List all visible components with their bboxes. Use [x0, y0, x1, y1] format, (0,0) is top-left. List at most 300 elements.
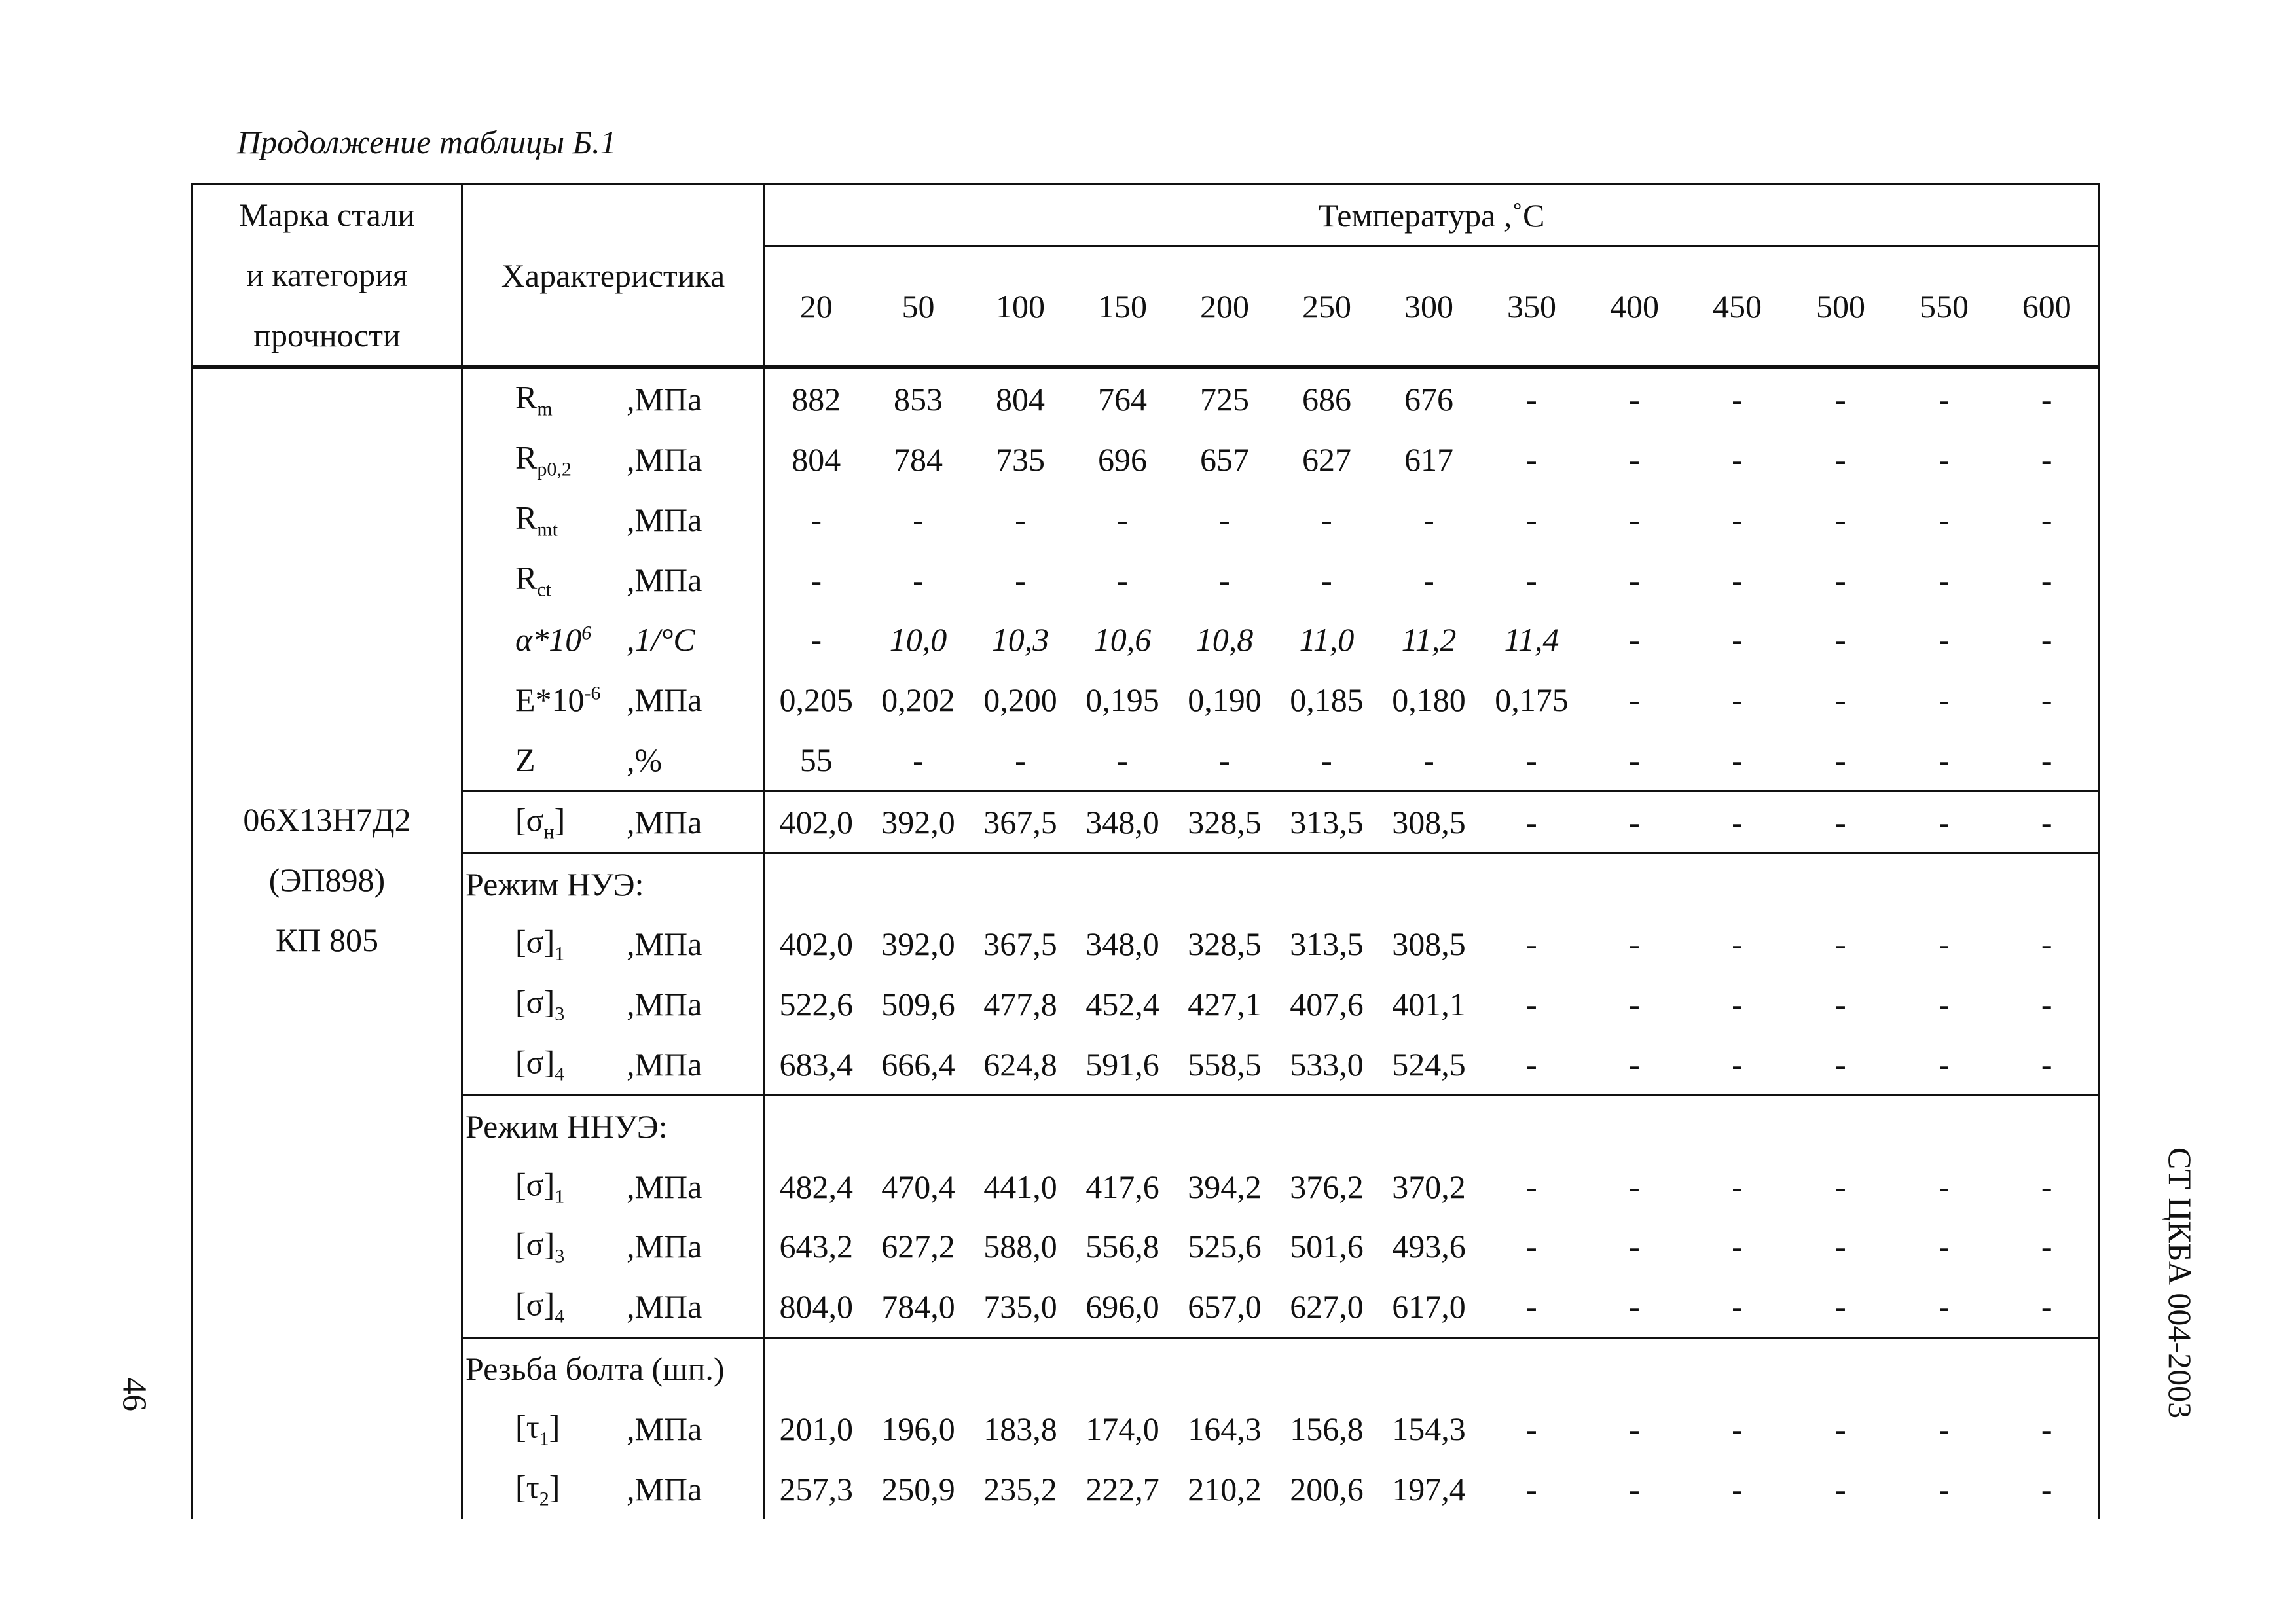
value-cell: 804,0 — [779, 1288, 853, 1326]
value-cell: - — [1996, 1459, 2099, 1519]
value-cell: 627,0 — [1290, 1288, 1364, 1326]
value-cell: - — [1732, 621, 1743, 659]
value-cell: 784,0 — [881, 1288, 955, 1326]
value-cell: - — [1629, 1288, 1640, 1326]
value-cell: 764 — [1098, 381, 1147, 418]
characteristic-unit: ,МПа — [627, 441, 702, 478]
value-cell: - — [1789, 791, 1893, 853]
value-cell: 392,0 — [867, 791, 970, 853]
value-cell: - — [1996, 550, 2099, 610]
value-cell: 470,4 — [881, 1168, 955, 1205]
characteristic-symbol: $Е*10^{-6}$ — [515, 681, 601, 719]
value-cell: - — [1835, 1288, 1846, 1326]
value-cell: 154,3 — [1392, 1410, 1466, 1447]
table-row — [192, 1459, 2099, 1519]
table-row — [192, 730, 2099, 791]
value-cell: - — [1629, 681, 1640, 719]
characteristic-unit: ,1/°С — [627, 621, 695, 659]
value-cell: - — [1015, 501, 1026, 538]
value-cell: - — [1939, 926, 1950, 963]
value-cell: - — [1835, 441, 1846, 478]
value-cell: 10,6 — [1093, 621, 1152, 659]
value-cell: 686 — [1302, 381, 1351, 418]
value-cell: 210,2 — [1188, 1470, 1262, 1507]
value-cell: - — [1939, 1410, 1950, 1447]
value-cell: 308,5 — [1392, 926, 1466, 963]
characteristic-cell — [462, 1399, 765, 1459]
value-cell: 509,6 — [881, 986, 955, 1023]
value-cell: - — [1629, 1046, 1640, 1083]
value-cell: - — [1996, 1034, 2099, 1095]
value-cell: 401,1 — [1392, 986, 1466, 1023]
table-row — [192, 791, 2099, 853]
characteristic-cell — [462, 1276, 765, 1337]
value-cell: - — [1526, 926, 1537, 963]
value-cell: - — [1835, 1168, 1846, 1205]
value-cell: 493,6 — [1392, 1228, 1466, 1265]
value-cell: 417,6 — [1085, 1168, 1159, 1205]
value-cell: - — [1629, 1228, 1640, 1265]
table-row — [192, 670, 2099, 730]
value-cell: 784 — [894, 441, 943, 478]
value-cell: - — [1526, 1288, 1537, 1326]
temp-header-300: 300 — [1378, 246, 1480, 367]
table-row — [192, 490, 2099, 550]
value-cell: - — [1939, 1168, 1950, 1205]
value-cell: - — [1835, 926, 1846, 963]
value-cell: 452,4 — [1085, 986, 1159, 1023]
characteristic-unit: ,% — [627, 742, 663, 779]
value-cell: 257,3 — [779, 1470, 853, 1507]
characteristic-cell — [462, 914, 765, 975]
value-cell: 735,0 — [983, 1288, 1057, 1326]
value-cell: - — [1117, 561, 1128, 598]
value-cell: - — [1835, 501, 1846, 538]
characteristic-symbol: $[\sigma]_1$ — [515, 923, 565, 965]
value-cell: 11,0 — [1299, 621, 1355, 659]
value-cell: 525,6 — [1188, 1228, 1262, 1265]
value-cell: 0,190 — [1188, 681, 1262, 719]
value-cell: - — [1939, 621, 1950, 659]
characteristic-symbol: $[\sigma]_3$ — [515, 1225, 565, 1267]
temp-header-100: 100 — [970, 246, 1072, 367]
value-cell: - — [1629, 986, 1640, 1023]
value-cell: - — [1629, 501, 1640, 538]
value-cell: - — [1996, 1217, 2099, 1277]
temp-header-150: 150 — [1072, 246, 1174, 367]
value-cell: 407,6 — [1290, 986, 1364, 1023]
steel-grade-cell — [192, 367, 462, 1519]
characteristic-symbol: $R_{p0,2}$ — [515, 439, 572, 480]
temp-header-600: 600 — [1996, 246, 2099, 367]
value-cell: - — [1835, 1228, 1846, 1265]
value-cell: 183,8 — [983, 1410, 1057, 1447]
value-cell: - — [1893, 791, 1996, 853]
characteristic-unit: ,МПа — [627, 681, 702, 719]
characteristic-symbol: Z — [515, 742, 536, 779]
value-cell: 348,0 — [1072, 791, 1174, 853]
value-cell: - — [1219, 501, 1230, 538]
value-cell: 376,2 — [1290, 1168, 1364, 1205]
characteristic-cell — [462, 1459, 765, 1519]
value-cell: - — [1732, 1228, 1743, 1265]
table-caption: Продолжение таблицы Б.1 — [237, 124, 617, 160]
value-cell: 556,8 — [1085, 1228, 1159, 1265]
value-cell: - — [1732, 742, 1743, 779]
value-cell: - — [1732, 501, 1743, 538]
mode-title-filler — [765, 853, 2099, 914]
value-cell: - — [1996, 1157, 2099, 1217]
table-row — [192, 914, 2099, 975]
value-cell: 683,4 — [779, 1046, 853, 1083]
value-cell: 804 — [792, 441, 841, 478]
value-cell: 853 — [894, 381, 943, 418]
temp-header-450: 450 — [1686, 246, 1789, 367]
value-cell: - — [1629, 441, 1640, 478]
value-cell: - — [913, 561, 924, 598]
value-cell: - — [1835, 1410, 1846, 1447]
grade-spacer — [193, 369, 461, 790]
value-cell: 735 — [996, 441, 1045, 478]
value-cell: 250,9 — [881, 1470, 955, 1507]
value-cell: 164,3 — [1188, 1410, 1262, 1447]
value-cell: 313,5 — [1290, 926, 1364, 963]
value-cell: 696,0 — [1085, 1288, 1159, 1326]
mode-title-row — [192, 853, 2099, 914]
value-cell: 10,3 — [991, 621, 1049, 659]
characteristic-unit: ,МПа — [627, 803, 702, 840]
value-cell: - — [1219, 561, 1230, 598]
value-cell: - — [1526, 1046, 1537, 1083]
value-cell: - — [1996, 974, 2099, 1034]
value-cell: - — [1526, 381, 1537, 418]
value-cell: - — [1835, 681, 1846, 719]
header-characteristic: Характеристика — [462, 185, 765, 368]
value-cell: - — [811, 501, 822, 538]
document-code: СТ ЦКБА 004-2003 — [2162, 1147, 2198, 1419]
value-cell: 308,5 — [1378, 791, 1480, 853]
value-cell: 370,2 — [1392, 1168, 1466, 1205]
value-cell: - — [1629, 1470, 1640, 1507]
value-cell: 524,5 — [1392, 1046, 1466, 1083]
table-row — [192, 1034, 2099, 1095]
value-cell: 533,0 — [1290, 1046, 1364, 1083]
table-row — [192, 1217, 2099, 1277]
characteristic-cell — [462, 670, 765, 730]
value-cell: - — [1686, 791, 1789, 853]
value-cell: - — [1996, 1399, 2099, 1459]
characteristic-unit: ,МПа — [627, 1410, 702, 1447]
value-cell: - — [1996, 490, 2099, 550]
mode-title: Резьба болта (шп.) — [462, 1338, 765, 1399]
value-cell: - — [1996, 1276, 2099, 1337]
data-table — [191, 183, 2100, 1519]
value-cell: - — [1629, 381, 1640, 418]
temp-header-50: 50 — [867, 246, 970, 367]
value-cell: - — [1835, 561, 1846, 598]
value-cell: - — [1732, 986, 1743, 1023]
header-row-1 — [192, 185, 2099, 247]
characteristic-unit: ,МПа — [627, 1168, 702, 1205]
value-cell: - — [1939, 1288, 1950, 1326]
value-cell: - — [1996, 610, 2099, 670]
characteristic-cell — [462, 490, 765, 550]
value-cell: 696 — [1098, 441, 1147, 478]
value-cell: 402,0 — [779, 926, 853, 963]
value-cell: 657,0 — [1188, 1288, 1262, 1326]
characteristic-unit: ,МПа — [627, 1470, 702, 1507]
value-cell: - — [1732, 441, 1743, 478]
value-cell: - — [1526, 742, 1537, 779]
value-cell: - — [1629, 1410, 1640, 1447]
value-cell: - — [1423, 742, 1434, 779]
value-cell: 0,185 — [1290, 681, 1364, 719]
value-cell: 427,1 — [1188, 986, 1262, 1023]
characteristic-unit: ,МПа — [627, 561, 702, 598]
mode-title: Режим ННУЭ: — [462, 1095, 765, 1156]
value-cell: - — [1015, 561, 1026, 598]
value-cell: 591,6 — [1085, 1046, 1159, 1083]
table-row — [192, 610, 2099, 670]
value-cell: - — [811, 621, 822, 659]
value-cell: - — [1526, 561, 1537, 598]
value-cell: - — [1732, 561, 1743, 598]
value-cell: - — [1321, 561, 1332, 598]
value-cell: - — [1732, 681, 1743, 719]
value-cell: - — [1732, 1168, 1743, 1205]
page-number: 46 — [115, 1377, 153, 1411]
temp-header-200: 200 — [1174, 246, 1276, 367]
temp-header-350: 350 — [1480, 246, 1584, 367]
characteristic-symbol: $R_{ct}$ — [515, 559, 552, 601]
value-cell: - — [1629, 621, 1640, 659]
value-cell: 10,8 — [1195, 621, 1254, 659]
value-cell: - — [1996, 367, 2099, 429]
value-cell: 627 — [1302, 441, 1351, 478]
characteristic-symbol: $R_{mt}$ — [515, 499, 558, 541]
value-cell: - — [1732, 926, 1743, 963]
value-cell: - — [1939, 986, 1950, 1023]
table-row — [192, 1399, 2099, 1459]
header-grade: Марка стали и категория прочности — [192, 185, 462, 368]
value-cell: 0,200 — [983, 681, 1057, 719]
table-row — [192, 550, 2099, 610]
value-cell: 328,5 — [1174, 791, 1276, 853]
value-cell: 10,0 — [889, 621, 947, 659]
value-cell: - — [1939, 381, 1950, 418]
value-cell: 0,195 — [1085, 681, 1159, 719]
value-cell: 328,5 — [1188, 926, 1262, 963]
table-row — [192, 1276, 2099, 1337]
value-cell: 0,175 — [1495, 681, 1569, 719]
value-cell: - — [1939, 742, 1950, 779]
mode-title-filler — [765, 1095, 2099, 1156]
value-cell: 588,0 — [983, 1228, 1057, 1265]
value-cell: - — [1423, 561, 1434, 598]
value-cell: - — [1939, 1046, 1950, 1083]
table-row — [192, 367, 2099, 429]
value-cell: - — [1526, 1410, 1537, 1447]
value-cell: 0,205 — [779, 681, 853, 719]
value-cell: 235,2 — [983, 1470, 1057, 1507]
value-cell: - — [1996, 730, 2099, 791]
temp-header-500: 500 — [1789, 246, 1893, 367]
characteristic-symbol: $[\sigma_н]$ — [515, 801, 566, 843]
characteristic-cell — [462, 1217, 765, 1277]
value-cell: 201,0 — [779, 1410, 853, 1447]
value-cell: 666,4 — [881, 1046, 955, 1083]
temp-header-550: 550 — [1893, 246, 1996, 367]
temp-header-400: 400 — [1584, 246, 1686, 367]
header-temperature: Температура ,˚С — [765, 185, 2099, 247]
value-cell: 558,5 — [1188, 1046, 1262, 1083]
value-cell: - — [1939, 561, 1950, 598]
value-cell: 313,5 — [1276, 791, 1378, 853]
value-cell: 882 — [792, 381, 841, 418]
value-cell: - — [1117, 501, 1128, 538]
characteristic-symbol: $[\sigma]_1$ — [515, 1166, 565, 1208]
value-cell: - — [1732, 1410, 1743, 1447]
characteristic-symbol: $[\sigma]_4$ — [515, 1286, 565, 1327]
value-cell: 367,5 — [983, 926, 1057, 963]
value-cell: 156,8 — [1290, 1410, 1364, 1447]
characteristic-unit: ,МПа — [627, 986, 702, 1023]
value-cell: 222,7 — [1085, 1470, 1159, 1507]
steel-grade-line3: КП 805 — [276, 921, 378, 958]
characteristic-cell — [462, 550, 765, 610]
value-cell: - — [1629, 1168, 1640, 1205]
mode-title: Режим НУЭ: — [462, 853, 765, 914]
characteristic-cell — [462, 791, 765, 853]
value-cell: - — [1584, 791, 1686, 853]
value-cell: 367,5 — [970, 791, 1072, 853]
value-cell: 643,2 — [779, 1228, 853, 1265]
characteristic-cell — [462, 730, 765, 791]
characteristic-unit: ,МПа — [627, 926, 702, 963]
value-cell: - — [913, 501, 924, 538]
value-cell: - — [1939, 441, 1950, 478]
value-cell: - — [1835, 381, 1846, 418]
value-cell: 348,0 — [1085, 926, 1159, 963]
characteristic-symbol: $R_m$ — [515, 378, 553, 420]
characteristic-symbol: $[\tau_2]$ — [515, 1468, 560, 1510]
value-cell: - — [1629, 742, 1640, 779]
characteristic-cell — [462, 367, 765, 429]
value-cell: - — [1526, 501, 1537, 538]
value-cell: - — [1996, 914, 2099, 975]
value-cell: 11,4 — [1504, 621, 1559, 659]
characteristic-symbol: $\alpha*10^6$ — [515, 621, 592, 659]
characteristic-symbol: $[\sigma]_4$ — [515, 1043, 565, 1085]
characteristic-symbol: $[\sigma]_3$ — [515, 983, 565, 1025]
value-cell: - — [1015, 742, 1026, 779]
value-cell: 501,6 — [1290, 1228, 1364, 1265]
value-cell: 196,0 — [881, 1410, 955, 1447]
characteristic-cell — [462, 974, 765, 1034]
value-cell: 0,202 — [881, 681, 955, 719]
value-cell: 402,0 — [765, 791, 867, 853]
value-cell: 624,8 — [983, 1046, 1057, 1083]
value-cell: 657 — [1200, 441, 1249, 478]
value-cell: - — [1996, 670, 2099, 730]
value-cell: - — [1526, 441, 1537, 478]
value-cell: 197,4 — [1392, 1470, 1466, 1507]
value-cell: - — [1423, 501, 1434, 538]
value-cell: - — [1219, 742, 1230, 779]
value-cell: - — [1526, 986, 1537, 1023]
value-cell: 725 — [1200, 381, 1249, 418]
value-cell: 676 — [1404, 381, 1453, 418]
value-cell: 394,2 — [1188, 1168, 1262, 1205]
table-row — [192, 974, 2099, 1034]
table-row — [192, 429, 2099, 490]
value-cell: 441,0 — [983, 1168, 1057, 1205]
value-cell: - — [1996, 429, 2099, 490]
characteristic-unit: ,МПа — [627, 1046, 702, 1083]
value-cell: - — [1996, 791, 2099, 853]
characteristic-unit: ,МПа — [627, 1228, 702, 1265]
value-cell: - — [1835, 1046, 1846, 1083]
characteristic-cell — [462, 1157, 765, 1217]
value-cell: 11,2 — [1401, 621, 1457, 659]
mode-title-filler — [765, 1338, 2099, 1399]
value-cell: - — [1939, 501, 1950, 538]
characteristic-cell — [462, 610, 765, 670]
value-cell: - — [1732, 1046, 1743, 1083]
characteristic-symbol: $[\tau_1]$ — [515, 1408, 560, 1450]
value-cell: 522,6 — [779, 986, 853, 1023]
value-cell: 482,4 — [779, 1168, 853, 1205]
value-cell: - — [1939, 1470, 1950, 1507]
value-cell: - — [1526, 1168, 1537, 1205]
steel-grade-line1: 06Х13Н7Д2 — [243, 801, 411, 838]
value-cell: 200,6 — [1290, 1470, 1364, 1507]
value-cell: 627,2 — [881, 1228, 955, 1265]
value-cell: - — [1939, 1228, 1950, 1265]
value-cell: - — [1321, 742, 1332, 779]
value-cell: 174,0 — [1085, 1410, 1159, 1447]
value-cell: - — [811, 561, 822, 598]
value-cell: - — [1732, 381, 1743, 418]
value-cell: - — [1321, 501, 1332, 538]
value-cell: - — [1939, 681, 1950, 719]
value-cell: - — [1526, 1470, 1537, 1507]
value-cell: - — [913, 742, 924, 779]
value-cell: - — [1526, 1228, 1537, 1265]
value-cell: 804 — [996, 381, 1045, 418]
value-cell: - — [1835, 742, 1846, 779]
characteristic-cell — [462, 429, 765, 490]
value-cell: - — [1629, 561, 1640, 598]
characteristic-unit: ,МПа — [627, 381, 702, 418]
value-cell: - — [1835, 1470, 1846, 1507]
value-cell: - — [1629, 926, 1640, 963]
value-cell: - — [1732, 1288, 1743, 1326]
characteristic-unit: ,МПа — [627, 501, 702, 538]
temp-header-250: 250 — [1276, 246, 1378, 367]
table-row — [192, 1157, 2099, 1217]
value-cell: - — [1732, 1470, 1743, 1507]
value-cell: 477,8 — [983, 986, 1057, 1023]
value-cell: 0,180 — [1392, 681, 1466, 719]
value-cell: - — [1835, 621, 1846, 659]
value-cell: - — [1480, 791, 1584, 853]
value-cell: 392,0 — [881, 926, 955, 963]
mode-title-row — [192, 1338, 2099, 1399]
value-cell: 617,0 — [1392, 1288, 1466, 1326]
value-cell: - — [1835, 986, 1846, 1023]
value-cell: 55 — [799, 742, 833, 779]
